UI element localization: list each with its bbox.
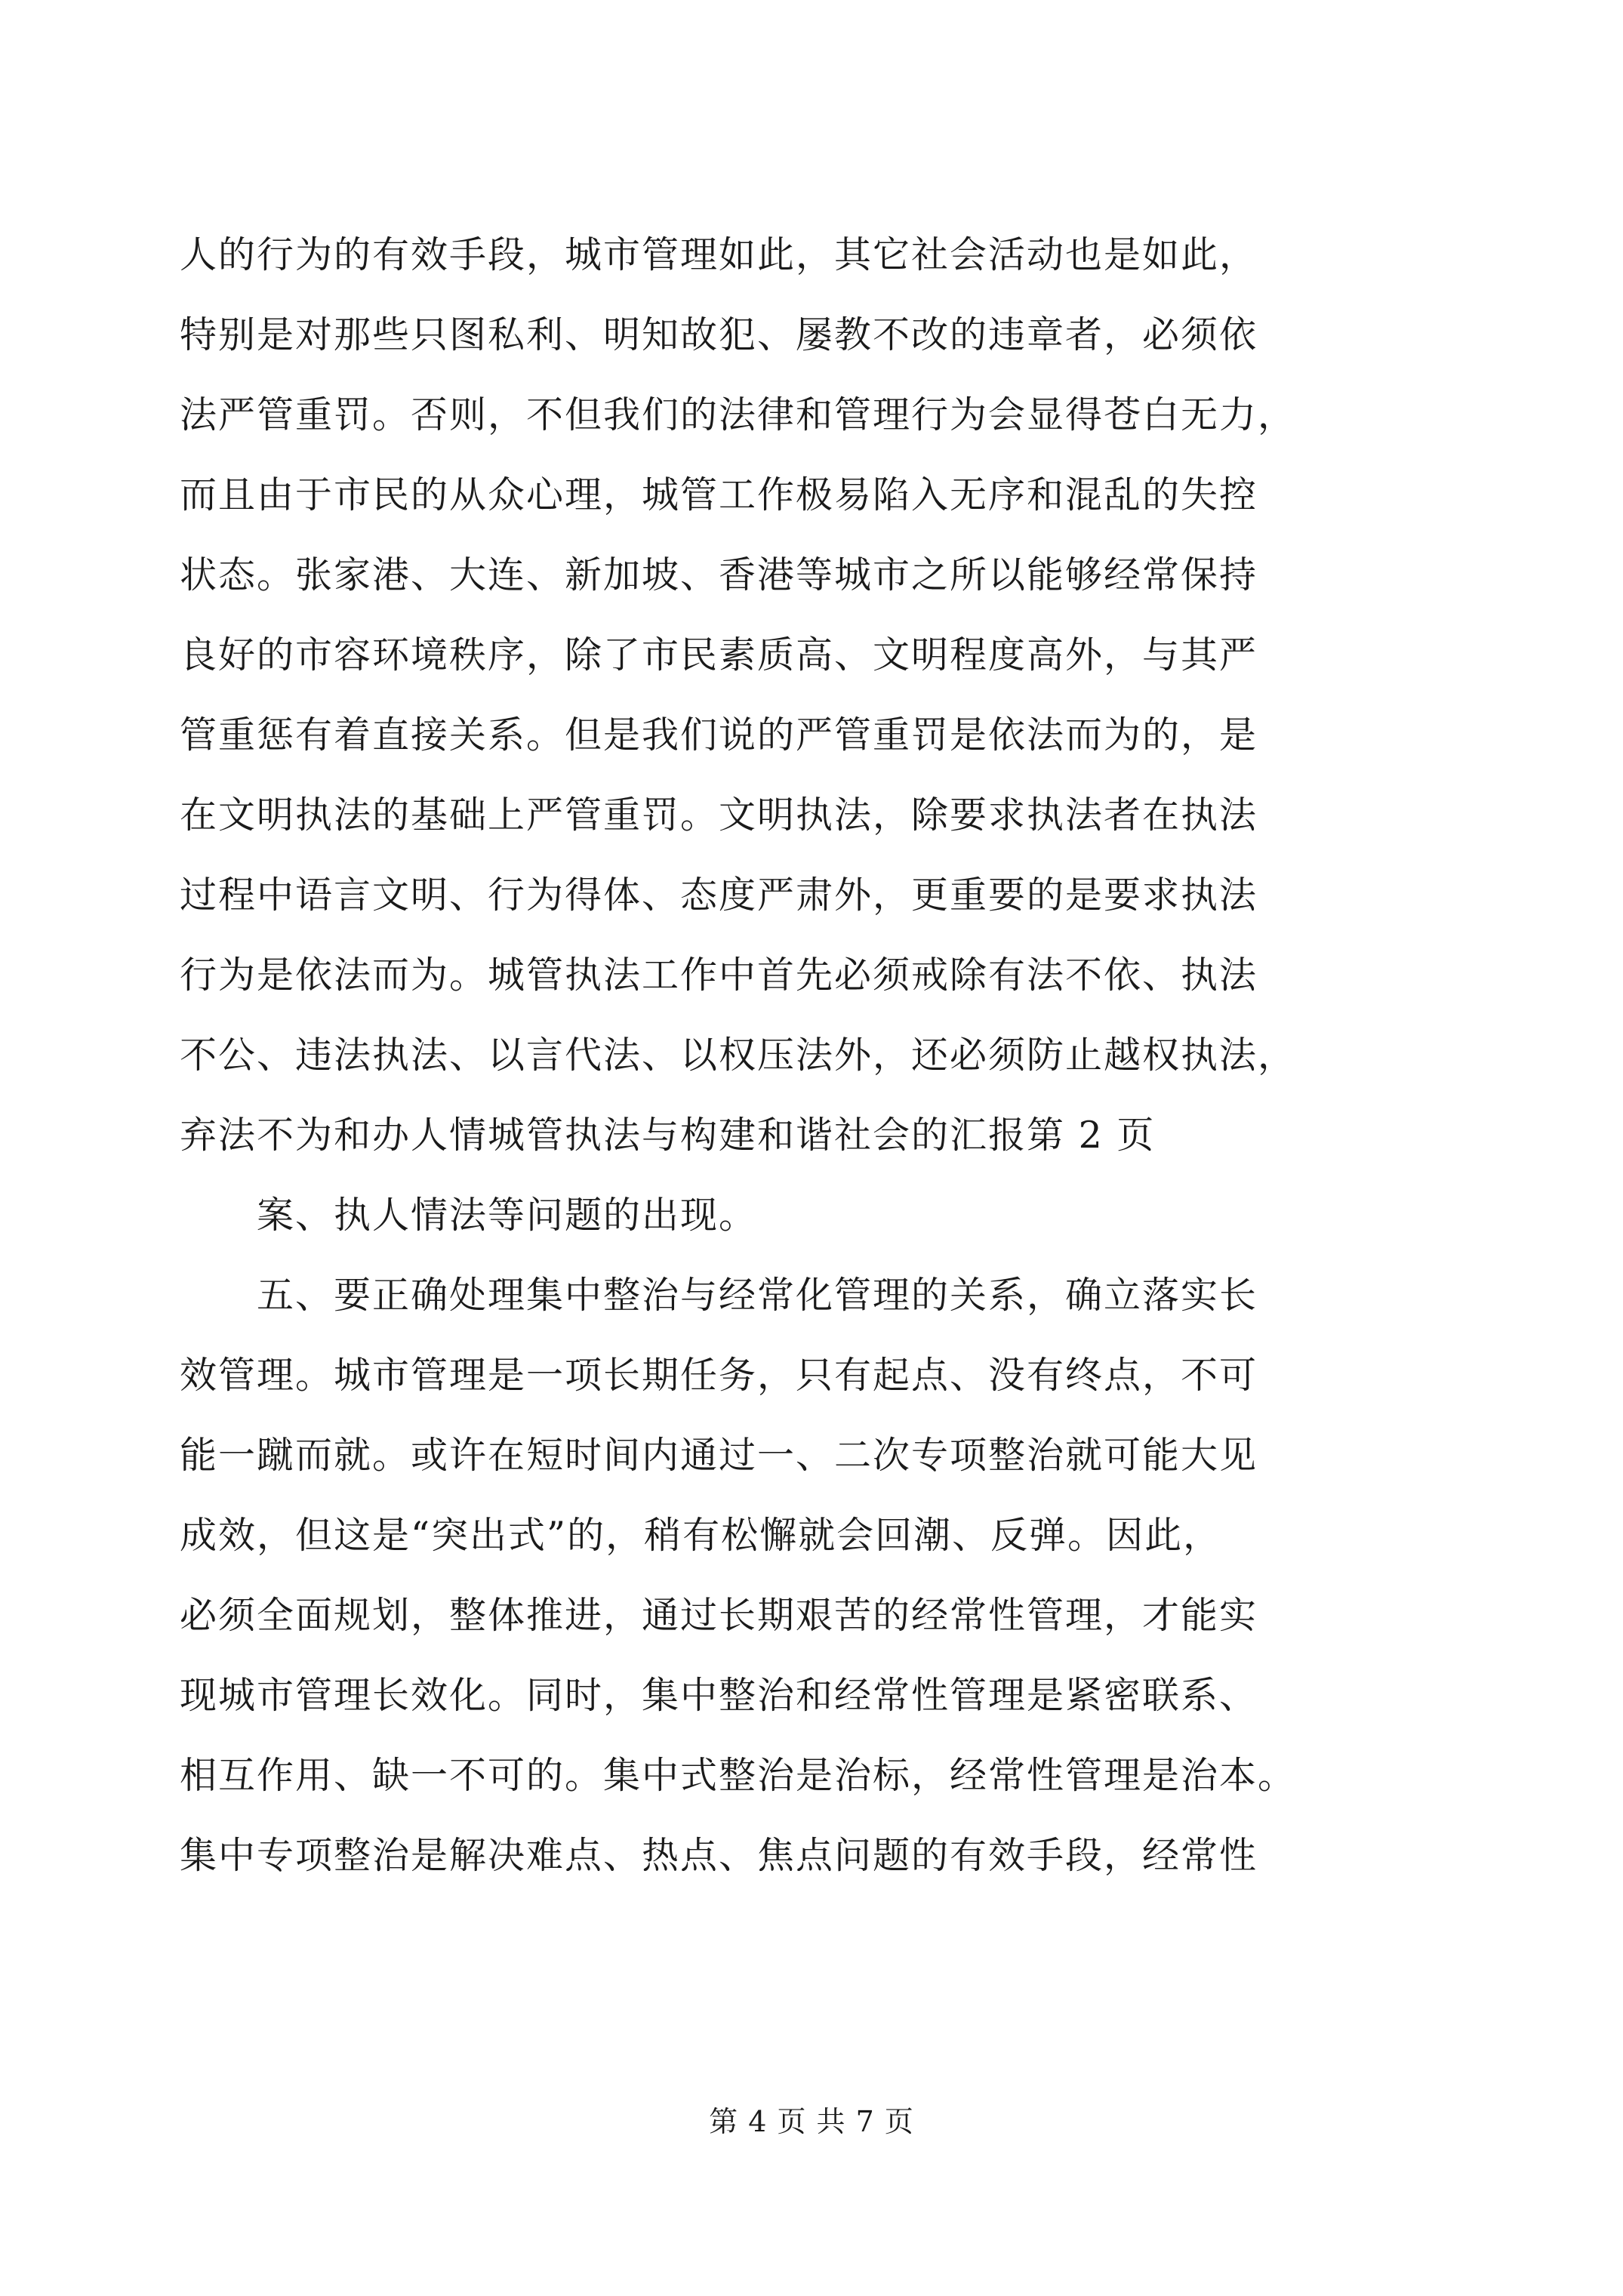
text-line: 弃法不为和办人情城管执法与构建和谐社会的汇报第 2 页 [180, 1114, 1156, 1157]
text-line: 效管理。城市管理是一项长期任务，只有起点、没有终点，不可 [180, 1354, 1258, 1397]
text-line: 能一蹴而就。或许在短时间内通过一、二次专项整治就可能大见 [180, 1434, 1258, 1477]
text-line: 案、执人情法等问题的出现。 [257, 1194, 758, 1237]
text-line: 必须全面规划，整体推进，通过长期艰苦的经常性管理，才能实 [180, 1594, 1258, 1637]
text-line: 人的行为的有效手段，城市管理如此，其它社会活动也是如此， [180, 233, 1258, 276]
text-line: 法严管重罚。否则，不但我们的法律和管理行为会显得苍白无力， [180, 393, 1297, 436]
text-line: 特别是对那些只图私利、明知故犯、屡教不改的违章者，必须依 [180, 313, 1258, 356]
text-line: 管重惩有着直接关系。但是我们说的严管重罚是依法而为的，是 [180, 713, 1258, 757]
text-line: 不公、违法执法、以言代法、以权压法外，还必须防止越权执法， [180, 1034, 1297, 1077]
text-line: 在文明执法的基础上严管重罚。文明执法，除要求执法者在执法 [180, 794, 1258, 837]
text-line: 现城市管理长效化。同时，集中整治和经常性管理是紧密联系、 [180, 1674, 1258, 1717]
text-line: 良好的市容环境秩序，除了市民素质高、文明程度高外，与其严 [180, 633, 1258, 676]
text-line: 相互作用、缺一不可的。集中式整治是治标，经常性管理是治本。 [180, 1754, 1297, 1797]
text-line: 过程中语言文明、行为得体、态度严肃外，更重要的是要求执法 [180, 874, 1258, 917]
text-line: 五、要正确处理集中整治与经常化管理的关系，确立落实长 [257, 1274, 1258, 1317]
text-line: 成效，但这是“突出式”的，稍有松懈就会回潮、反弹。因此， [180, 1514, 1222, 1557]
body-text [180, 215, 1433, 1896]
page-footer: 第 4 页 共 7 页 [709, 2105, 914, 2138]
text-line: 状态。张家港、大连、新加坡、香港等城市之所以能够经常保持 [180, 553, 1258, 596]
text-line: 集中专项整治是解决难点、热点、焦点问题的有效手段，经常性 [180, 1834, 1258, 1877]
text-line: 行为是依法而为。城管执法工作中首先必须戒除有法不依、执法 [180, 954, 1258, 997]
text-line: 而且由于市民的从众心理，城管工作极易陷入无序和混乱的失控 [180, 473, 1258, 516]
